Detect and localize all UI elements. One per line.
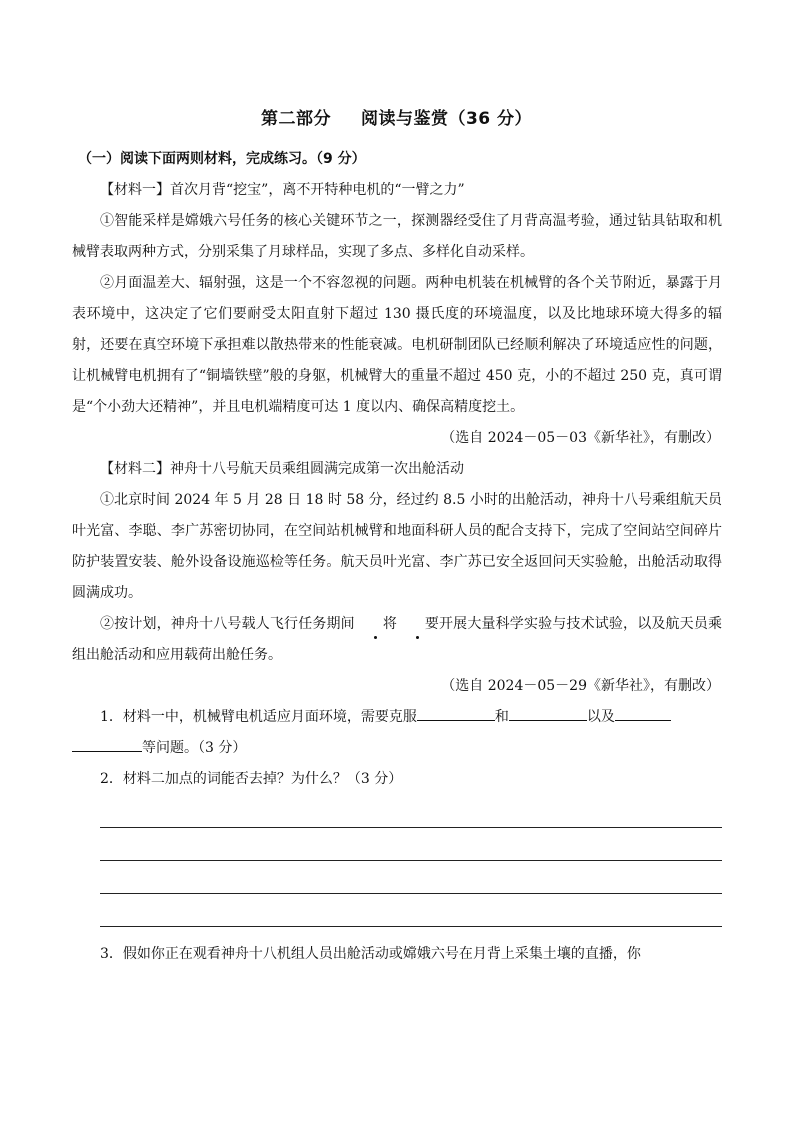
question-3: 3．假如你正在观看神舟十八机组人员出舱活动或嫦娥六号在月背上采集土壤的直播，你	[100, 946, 641, 962]
material1-source: （选自 2024－05－03《新华社》，有删改）	[441, 430, 720, 446]
part-label: 第二部分	[260, 109, 331, 129]
question-1-text-a: 1．材料一中，机械臂电机适应月面环境，需要克服	[100, 709, 417, 725]
answer-line[interactable]	[100, 861, 722, 894]
material1-title: 【材料一】首次月背“挖宝”，离不开特种电机的“一臂之力”	[100, 182, 465, 198]
question-1-text-d: 等问题。（3 分）	[142, 740, 247, 756]
material2-paragraph-2	[72, 609, 722, 671]
question-1-cont	[72, 733, 722, 764]
content-body	[72, 144, 722, 970]
answer-line[interactable]	[100, 894, 722, 927]
dotted-word-char-2: 要	[397, 609, 439, 640]
page-title	[0, 104, 793, 129]
answer-blank-3[interactable]	[615, 706, 671, 721]
material2-source: （选自 2024－05－29《新华社》，有删改）	[441, 678, 720, 694]
question-1	[72, 702, 722, 733]
part-name: 阅读与鉴赏（36 分）	[360, 109, 533, 129]
question-1-text-b: 和	[494, 709, 509, 725]
answer-blank-4[interactable]	[72, 737, 142, 752]
material2-paragraph-1: ①北京时间 2024 年 5 月 28 日 18 时 58 分，经过约 8.5 小时的出舱活动，神舟十八号乘组航天员叶光富、李聪、李广苏密切协同，在空间站机械臂和地面科研人员的配合支持下，完成了空间站空间碎片防护装置安装、舱外设备设施巡检等任务。航天员叶光富、李广苏已安全返回问天实验舱，出舱活动取得圆满成功。	[72, 492, 722, 601]
question-1-text-c: 以及	[586, 709, 615, 725]
material2-p2-after: 开展大量科学实验与技术试验，以及航天员乘组出舱活动和应用载荷出舱任务。	[72, 616, 723, 663]
answer-line[interactable]	[100, 828, 722, 861]
material1-paragraph-2: ②月面温差大、辐射强，这是一个不容忽视的问题。两种电机装在机械臂的各个关节附近，暴露于月表环境中，这决定了它们要耐受太阳直射下超过 130 摄氏度的环境温度，以及比地球环境大得多的辐射，还要在真空环境下承担难以散热带来的性能衰减。电机研制团队已经顺利解决了环境适应性的问题，让机械臂电机拥有了“铜墙铁壁”般的身躯，机械臂大的重量不超过 450 克，小的不超过 250 克，真可谓是“个小劲大还精神”，并且电机端精度可达 1 度以内、确保高精度挖土。	[72, 275, 722, 415]
material2-p2-before: ②按计划，神舟十八号载人飞行任务期间	[100, 616, 355, 632]
answer-line[interactable]	[100, 795, 722, 828]
material2-title: 【材料二】神舟十八号航天员乘组圆满完成第一次出舱活动	[100, 461, 464, 477]
section-heading: （一）阅读下面两则材料，完成练习。（9 分）	[78, 151, 366, 167]
material1-paragraph-1: ①智能采样是嫦娥六号任务的核心关键环节之一，探测器经受住了月背高温考验，通过钻具钻取和机械臂表取两种方式，分别采集了月球样品，实现了多点、多样化自动采样。	[72, 213, 722, 260]
question-2: 2．材料二加点的词能否去掉？为什么？（3 分）	[100, 771, 403, 787]
answer-blank-2[interactable]	[509, 706, 587, 721]
answer-blank-1[interactable]	[417, 706, 495, 721]
dotted-word-char-1: 将	[355, 609, 397, 640]
